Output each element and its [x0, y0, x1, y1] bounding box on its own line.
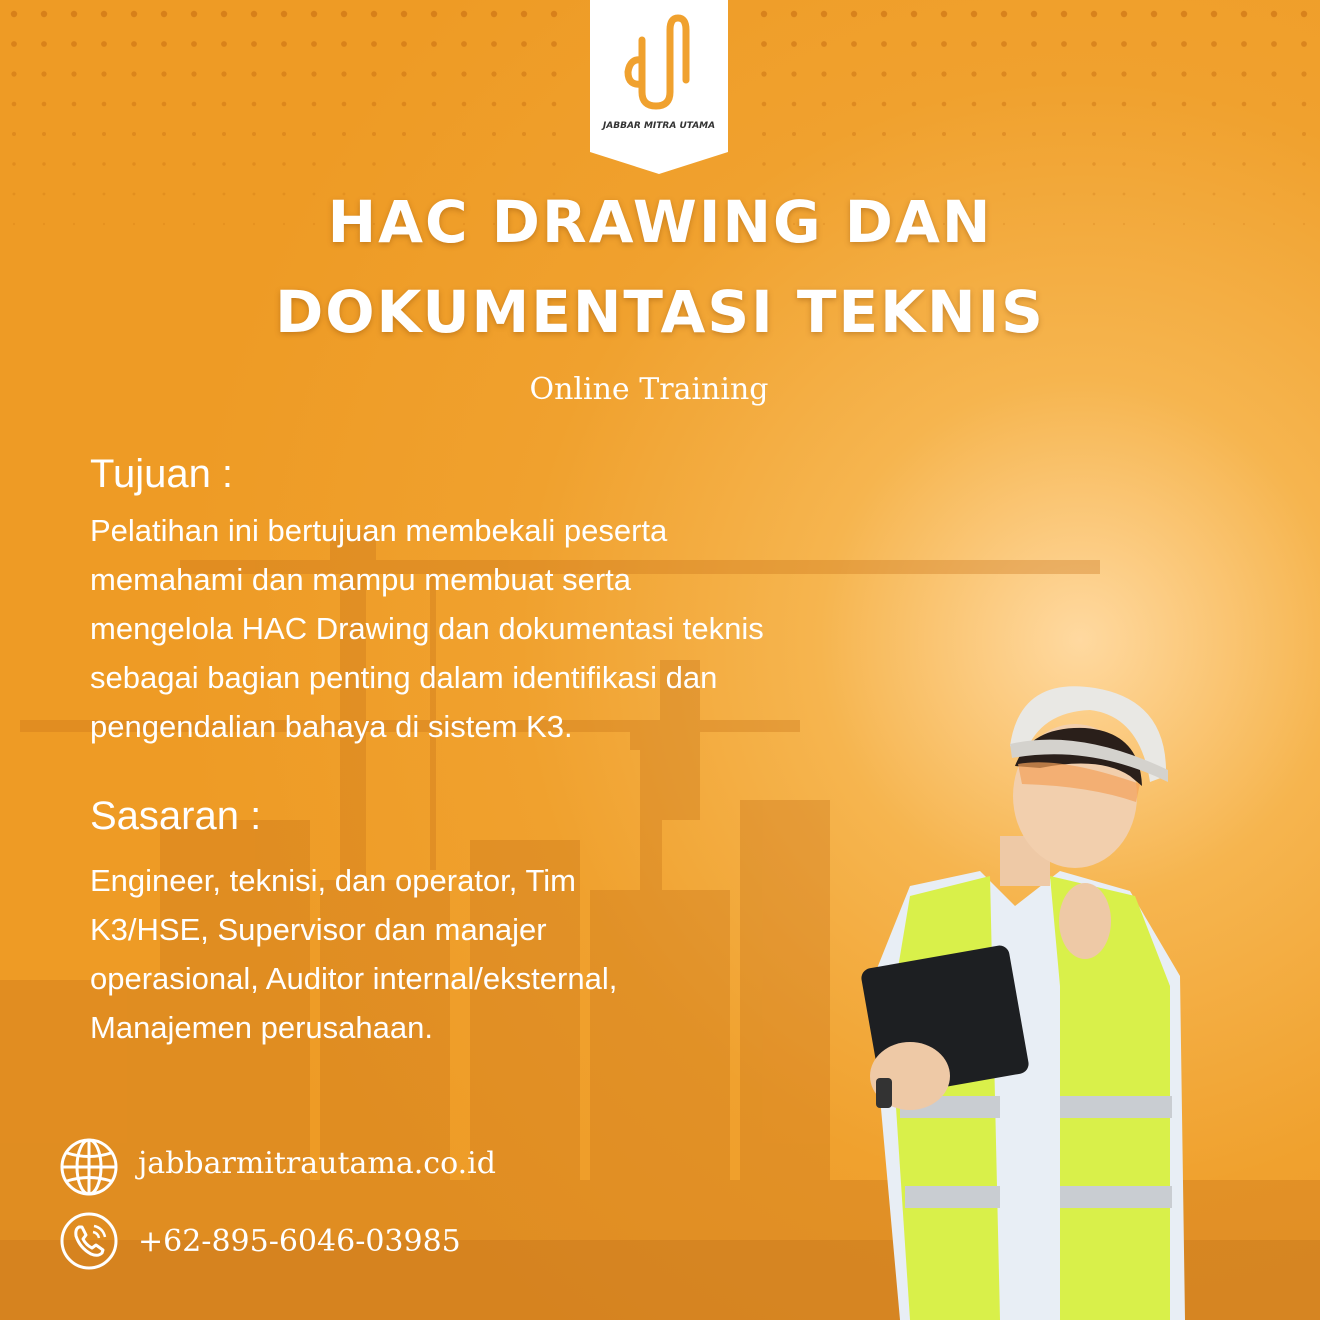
decor-dot — [1271, 71, 1276, 76]
decor-dot — [762, 102, 767, 107]
logo-text: JABBAR MITRA UTAMA — [602, 121, 716, 131]
decor-dot — [822, 132, 826, 136]
decor-dot — [191, 71, 196, 76]
decor-dot — [551, 11, 557, 17]
decor-dot — [851, 41, 857, 47]
decor-dot — [972, 132, 976, 136]
decor-dot — [1031, 71, 1036, 76]
decor-dot — [281, 11, 287, 17]
decor-dot — [311, 41, 317, 47]
decor-dot — [792, 162, 795, 165]
decor-dot — [101, 11, 107, 17]
decor-dot — [71, 41, 77, 47]
decor-dot — [252, 162, 255, 165]
decor-dot — [852, 132, 856, 136]
decor-dot — [102, 162, 105, 165]
decor-dot — [1272, 162, 1275, 165]
decor-dot — [41, 41, 47, 47]
decor-dot — [1091, 71, 1096, 76]
decor-dot — [1002, 132, 1006, 136]
decor-dot — [131, 11, 137, 17]
decor-dot — [1182, 162, 1185, 165]
decor-dot — [522, 132, 526, 136]
decor-dot — [401, 11, 407, 17]
decor-dot — [402, 132, 406, 136]
decor-dot — [11, 41, 17, 47]
decor-dot — [491, 11, 497, 17]
decor-dot — [852, 162, 855, 165]
decor-dot — [882, 132, 886, 136]
decor-dot — [312, 132, 316, 136]
decor-dot — [492, 162, 495, 165]
decor-dot — [341, 71, 346, 76]
decor-dot — [251, 11, 257, 17]
decor-dot — [1152, 132, 1156, 136]
decor-dot — [192, 132, 196, 136]
decor-dot — [1151, 71, 1156, 76]
decor-dot — [1091, 11, 1097, 17]
decor-dot — [1121, 71, 1126, 76]
decor-dot — [341, 11, 347, 17]
decor-dot — [341, 41, 347, 47]
decor-dot — [282, 162, 285, 165]
decor-dot — [941, 71, 946, 76]
decor-dot — [552, 102, 557, 107]
decor-dot — [11, 71, 16, 76]
decor-dot — [222, 132, 226, 136]
website-link[interactable]: jabbarmitrautama.co.id — [138, 1146, 496, 1181]
decor-dot — [492, 102, 497, 107]
decor-dot — [1181, 71, 1186, 76]
decor-dot — [1212, 132, 1216, 136]
decor-dot — [102, 102, 107, 107]
decor-dot — [1211, 11, 1217, 17]
decor-dot — [1181, 41, 1187, 47]
decor-dot — [522, 102, 527, 107]
decor-dot — [161, 71, 166, 76]
decor-dot — [492, 132, 496, 136]
decor-dot — [462, 162, 465, 165]
phone-icon — [58, 1210, 120, 1272]
decor-dot — [252, 132, 256, 136]
worker-photo — [850, 686, 1190, 1320]
decor-dot — [1302, 162, 1305, 165]
decor-dot — [1242, 132, 1246, 136]
decor-dot — [552, 132, 556, 136]
decor-dot — [162, 102, 167, 107]
logo-badge — [590, 0, 728, 174]
decor-dot — [192, 102, 197, 107]
decor-dot — [1091, 41, 1097, 47]
decor-dot — [191, 41, 197, 47]
decor-dot — [312, 102, 317, 107]
decor-dot — [1211, 71, 1216, 76]
decor-dot — [881, 11, 887, 17]
decor-dot — [1031, 11, 1037, 17]
decor-dot — [521, 11, 527, 17]
decor-dot — [162, 132, 166, 136]
decor-dot — [101, 71, 106, 76]
tujuan-line: memahami dan mampu membuat serta — [90, 562, 632, 597]
sasaran-heading: Sasaran : — [90, 794, 262, 838]
decor-dot — [1302, 102, 1307, 107]
decor-dot — [521, 71, 526, 76]
decor-dot — [221, 11, 227, 17]
title-line-1: HAC DRAWING DAN — [327, 188, 993, 256]
decor-dot — [222, 102, 227, 107]
decor-dot — [912, 132, 916, 136]
decor-dot — [371, 41, 377, 47]
decor-dot — [1301, 41, 1307, 47]
decor-dot — [42, 132, 46, 136]
decor-dot — [1182, 102, 1187, 107]
decor-dot — [792, 102, 797, 107]
tujuan-line: pengendalian bahaya di sistem K3. — [90, 709, 573, 744]
tujuan-heading: Tujuan : — [90, 452, 234, 496]
decor-dot — [72, 132, 76, 136]
decor-dot — [1121, 41, 1127, 47]
decor-dot — [162, 162, 165, 165]
decor-dot — [462, 132, 466, 136]
decor-dot — [372, 132, 376, 136]
sasaran-line: operasional, Auditor internal/eksternal, — [90, 961, 618, 996]
decor-dot — [1122, 132, 1126, 136]
decor-dot — [1212, 102, 1217, 107]
decor-dot — [762, 132, 766, 136]
decor-dot — [462, 102, 467, 107]
decor-dot — [461, 71, 466, 76]
title-line-2: DOKUMENTASI TEKNIS — [275, 278, 1045, 346]
decor-dot — [372, 162, 375, 165]
decor-dot — [1092, 132, 1096, 136]
subtitle: Online Training — [529, 372, 769, 407]
decor-dot — [851, 11, 857, 17]
decor-dot — [132, 162, 135, 165]
decor-dot — [311, 71, 316, 76]
decor-dot — [11, 11, 17, 17]
decor-dot — [192, 162, 195, 165]
decor-dot — [1301, 71, 1306, 76]
decor-dot — [1211, 41, 1217, 47]
decor-dot — [1092, 102, 1097, 107]
decor-dot — [252, 102, 257, 107]
decor-dot — [791, 11, 797, 17]
decor-dot — [131, 41, 137, 47]
decor-dot — [971, 71, 976, 76]
decor-dot — [972, 162, 975, 165]
decor-dot — [221, 71, 226, 76]
decor-dot — [941, 41, 947, 47]
decor-dot — [402, 102, 407, 107]
decor-dot — [521, 41, 527, 47]
decor-dot — [401, 41, 407, 47]
decor-dot — [1032, 102, 1037, 107]
decor-dot — [882, 102, 887, 107]
decor-dot — [222, 162, 225, 165]
decor-dot — [251, 41, 257, 47]
decor-dot — [1271, 11, 1277, 17]
decor-dot — [132, 132, 136, 136]
decor-dot — [1122, 162, 1125, 165]
decor-dot — [431, 11, 437, 17]
decor-dot — [71, 71, 76, 76]
decor-dot — [761, 41, 767, 47]
decor-dot — [1122, 102, 1127, 107]
decor-dot — [1212, 162, 1215, 165]
decor-dot — [1271, 41, 1277, 47]
decor-dot — [161, 41, 167, 47]
decor-dot — [461, 11, 467, 17]
decor-dot — [491, 41, 497, 47]
decor-dot — [1032, 162, 1035, 165]
decor-dot — [41, 11, 47, 17]
decor-dot — [821, 11, 827, 17]
decor-dot — [971, 41, 977, 47]
tujuan-line: sebagai bagian penting dalam identifikasi dan — [90, 660, 718, 695]
decor-dot — [1061, 41, 1067, 47]
phone-number[interactable]: +62-895-6046-03985 — [138, 1224, 461, 1259]
decor-dot — [371, 11, 377, 17]
decor-dot — [791, 71, 796, 76]
sasaran-line: K3/HSE, Supervisor dan manajer — [90, 912, 547, 947]
sasaran-paragraph — [90, 856, 617, 1052]
decor-dot — [882, 162, 885, 165]
decor-dot — [1152, 102, 1157, 107]
decor-dot — [881, 71, 886, 76]
decor-dot — [941, 11, 947, 17]
decor-dot — [822, 162, 825, 165]
decor-dot — [852, 102, 857, 107]
decor-dot — [132, 102, 137, 107]
decor-dot — [1062, 162, 1065, 165]
decor-dot — [282, 102, 287, 107]
decor-dot — [1061, 11, 1067, 17]
decor-dot — [312, 162, 315, 165]
decor-dot — [42, 162, 45, 165]
decor-dot — [1241, 41, 1247, 47]
decor-dot — [911, 41, 917, 47]
decor-dot — [432, 162, 435, 165]
decor-dot — [942, 102, 947, 107]
decor-dot — [342, 132, 346, 136]
decor-dot — [42, 102, 47, 107]
decor-dot — [551, 41, 557, 47]
decor-dot — [911, 11, 917, 17]
decor-dot — [821, 41, 827, 47]
decor-dot — [401, 71, 406, 76]
decor-dot — [1151, 11, 1157, 17]
decor-dot — [131, 71, 136, 76]
decor-dot — [402, 162, 405, 165]
decor-dot — [821, 71, 826, 76]
decor-dot — [911, 71, 916, 76]
decor-dot — [161, 11, 167, 17]
decor-dot — [1151, 41, 1157, 47]
decor-dot — [972, 102, 977, 107]
decor-dot — [41, 71, 46, 76]
decor-dot — [371, 71, 376, 76]
decor-dot — [1182, 132, 1186, 136]
decor-dot — [12, 102, 17, 107]
decor-dot — [251, 71, 256, 76]
decor-dot — [1001, 11, 1007, 17]
decor-dot — [1001, 71, 1006, 76]
decor-dot — [491, 71, 496, 76]
decor-dot — [1062, 102, 1067, 107]
decor-dot — [1061, 71, 1066, 76]
decor-dot — [1242, 162, 1245, 165]
decor-dot — [1001, 41, 1007, 47]
decor-dot — [912, 102, 917, 107]
decor-dot — [221, 41, 227, 47]
decor-dot — [792, 132, 796, 136]
decor-dot — [762, 162, 765, 165]
tujuan-paragraph — [90, 506, 764, 751]
decor-dot — [1272, 102, 1277, 107]
decor-dot — [432, 132, 436, 136]
tujuan-line: Pelatihan ini bertujuan membekali peserta — [90, 513, 668, 548]
decor-dot — [72, 162, 75, 165]
decor-dot — [102, 132, 106, 136]
decor-dot — [1272, 132, 1276, 136]
decor-dot — [342, 102, 347, 107]
sasaran-line: Engineer, teknisi, dan operator, Tim — [90, 863, 576, 898]
decor-dot — [282, 132, 286, 136]
decor-dot — [791, 41, 797, 47]
decor-dot — [1062, 132, 1066, 136]
decor-dot — [1302, 132, 1306, 136]
decor-dot — [551, 71, 556, 76]
decor-dot — [12, 162, 15, 165]
decor-dot — [761, 11, 767, 17]
decor-dot — [12, 132, 16, 136]
decor-dot — [1301, 11, 1307, 17]
decor-dot — [1241, 71, 1246, 76]
decor-dot — [281, 41, 287, 47]
decor-dot — [432, 102, 437, 107]
tujuan-line: mengelola HAC Drawing dan dokumentasi teknis — [90, 611, 764, 646]
decor-dot — [71, 11, 77, 17]
decor-dot — [552, 162, 555, 165]
decor-dot — [461, 41, 467, 47]
decor-dot — [1121, 11, 1127, 17]
decor-dot — [522, 162, 525, 165]
decor-dot — [822, 102, 827, 107]
decor-dot — [1032, 132, 1036, 136]
decor-dot — [1241, 11, 1247, 17]
decor-dot — [101, 41, 107, 47]
decor-dot — [1152, 162, 1155, 165]
decor-dot — [1031, 41, 1037, 47]
decor-dot — [281, 71, 286, 76]
decor-dot — [1092, 162, 1095, 165]
decor-dot — [311, 11, 317, 17]
decor-dot — [942, 162, 945, 165]
globe-icon — [58, 1136, 120, 1198]
sasaran-line: Manajemen perusahaan. — [90, 1010, 433, 1045]
decor-dot — [1002, 162, 1005, 165]
decor-dot — [942, 132, 946, 136]
decor-dot — [761, 71, 766, 76]
decor-dot — [431, 41, 437, 47]
decor-dot — [72, 102, 77, 107]
decor-dot — [431, 71, 436, 76]
decor-dot — [191, 11, 197, 17]
decor-dot — [1002, 102, 1007, 107]
decor-dot — [971, 11, 977, 17]
decor-dot — [372, 102, 377, 107]
decor-dot — [851, 71, 856, 76]
decor-dot — [881, 41, 887, 47]
decor-dot — [1242, 102, 1247, 107]
decor-dot — [1181, 11, 1187, 17]
decor-dot — [342, 162, 345, 165]
decor-dot — [912, 162, 915, 165]
